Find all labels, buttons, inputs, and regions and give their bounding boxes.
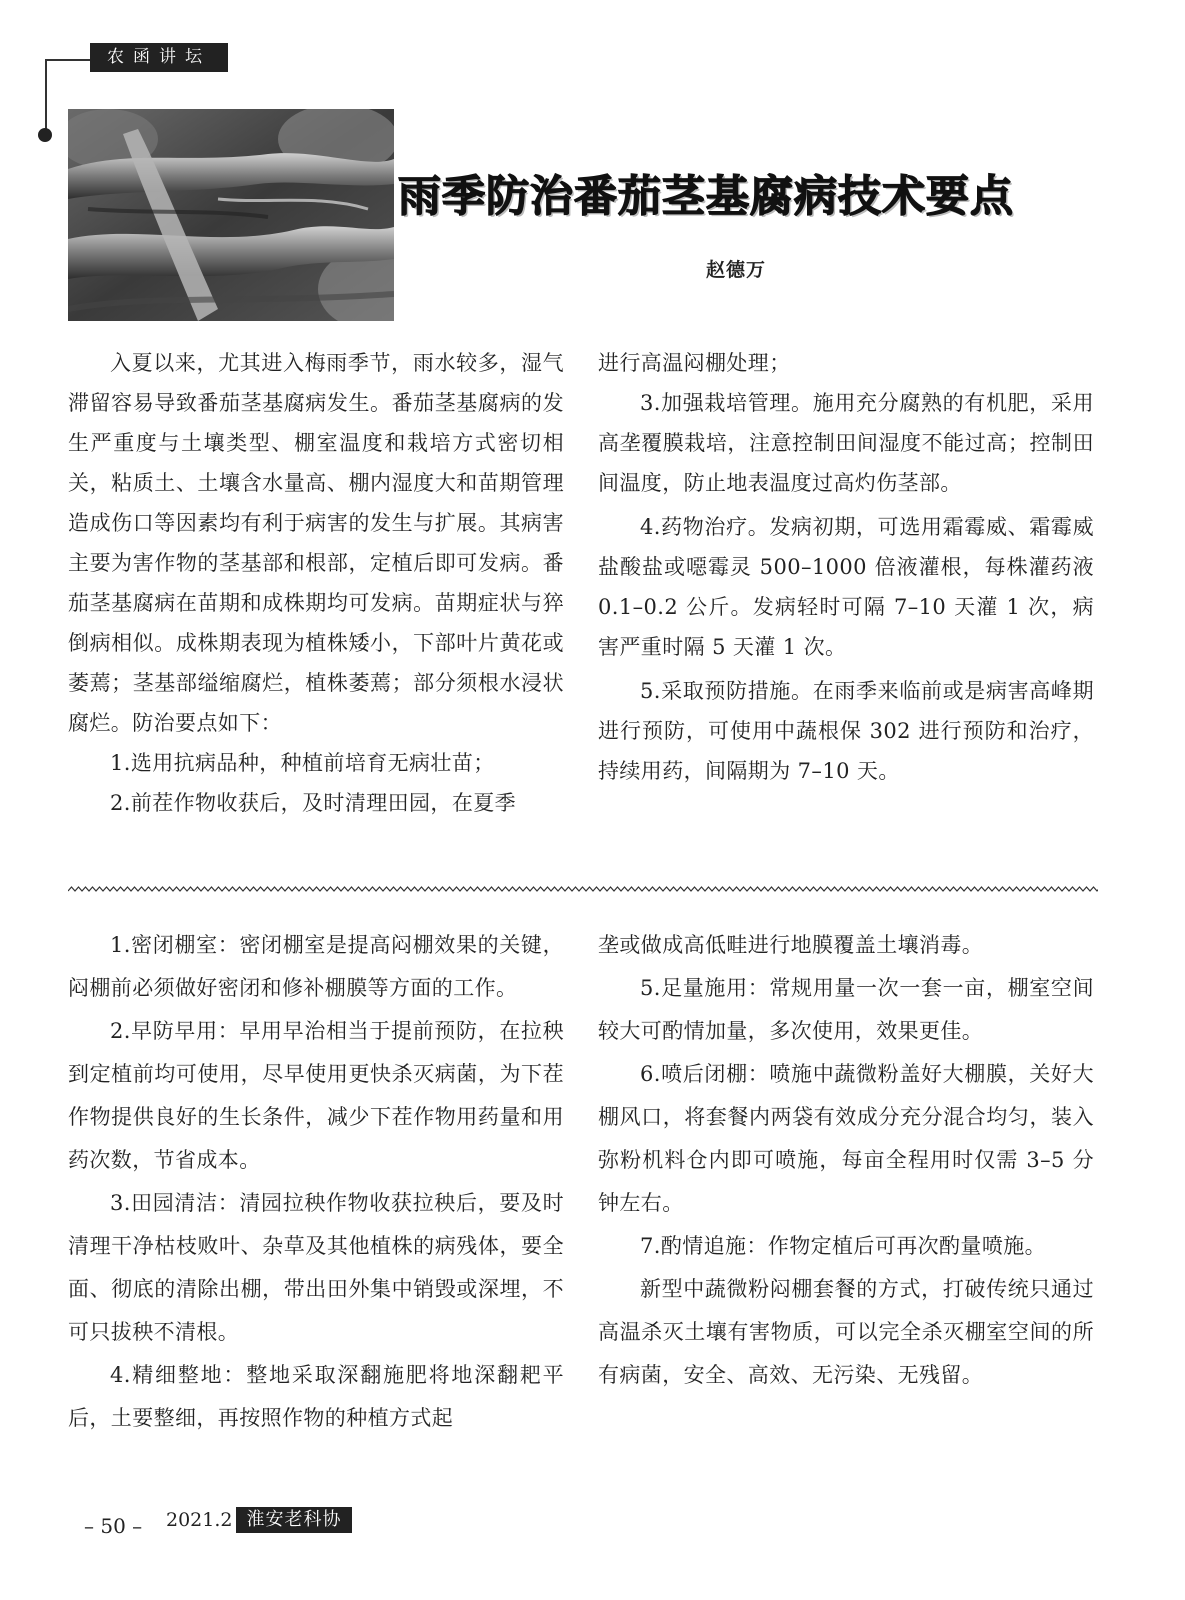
article-title: 雨季防治番茄茎基腐病技术要点 xyxy=(398,172,1014,222)
header-bracket xyxy=(45,59,47,136)
paragraph: 3.田园清洁：清园拉秧作物收获拉秧后，要及时清理干净枯枝败叶、杂草及其他植株的病残体，要全面、彻底的清除出棚，带出田外集中销毁或深埋，不可只拔秧不清根。 xyxy=(68,1191,564,1344)
paragraph: 进行高温闷棚处理； xyxy=(598,351,791,375)
wavy-divider xyxy=(68,882,1098,900)
column-label: 农函讲坛 xyxy=(90,43,228,72)
header-rule xyxy=(45,59,90,61)
paragraph: 7.酌情追施：作物定植后可再次酌量喷施。 xyxy=(640,1234,1047,1258)
paragraph: 4.药物治疗。发病初期，可选用霜霉威、霜霉威盐酸盐或噁霉灵 500–1000 倍液灌根，每株灌药液 0.1–0.2 公斤。发病轻时可隔 7–10 天灌 1 次，病害严重时隔 5 天灌 1 次。 xyxy=(598,515,1094,659)
paragraph: 6.喷后闭棚：喷施中蔬微粉盖好大棚膜，关好大棚风口，将套餐内两袋有效成分充分混合均匀，装入弥粉机料仓内即可喷施，每亩全程用时仅需 3–5 分钟左右。 xyxy=(598,1062,1094,1215)
article-author: 赵德万 xyxy=(706,259,767,281)
paragraph: 1.选用抗病品种，种植前培育无病壮苗； xyxy=(110,751,495,775)
article-column-left xyxy=(68,343,564,823)
tomato-stem-photo xyxy=(68,109,394,321)
paragraph: 5.采取预防措施。在雨季来临前或是病害高峰期进行预防，可使用中蔬根保 302 进行预防和治疗，持续用药，间隔期为 7–10 天。 xyxy=(598,679,1094,783)
journal-name: 淮安老科协 xyxy=(236,1507,352,1533)
paragraph: 2.前茬作物收获后，及时清理田园，在夏季 xyxy=(110,791,517,815)
issue-label: 2021.2 xyxy=(166,1509,233,1531)
paragraph: 2.早防早用：早用早治相当于提前预防，在拉秧到定植前均可使用，尽早使用更快杀灭病菌，为下茬作物提供良好的生长条件，减少下茬作物用药量和用药次数，节省成本。 xyxy=(68,1019,564,1172)
article-column-right xyxy=(598,343,1094,791)
lower-column-left xyxy=(68,924,564,1440)
page-number: – 50 – xyxy=(84,1514,143,1538)
paragraph: 4.精细整地：整地采取深翻施肥将地深翻耙平后，土要整细，再按照作物的种植方式起 xyxy=(68,1363,564,1430)
paragraph: 垄或做成高低畦进行地膜覆盖土壤消毒。 xyxy=(598,933,984,957)
lower-column-right xyxy=(598,924,1094,1397)
paragraph: 3.加强栽培管理。施用充分腐熟的有机肥，采用高垄覆膜栽培，注意控制田间湿度不能过高；控制田间温度，防止地表温度过高灼伤茎部。 xyxy=(598,391,1094,495)
paragraph: 1.密闭棚室：密闭棚室是提高闷棚效果的关键，闷棚前必须做好密闭和修补棚膜等方面的工作。 xyxy=(68,933,564,1000)
paragraph: 新型中蔬微粉闷棚套餐的方式，打破传统只通过高温杀灭土壤有害物质，可以完全杀灭棚室空间的所有病菌，安全、高效、无污染、无残留。 xyxy=(598,1277,1094,1387)
header-dot xyxy=(38,128,52,142)
paragraph: 入夏以来，尤其进入梅雨季节，雨水较多，湿气滞留容易导致番茄茎基腐病发生。番茄茎基腐病的发生严重度与土壤类型、棚室温度和栽培方式密切相关，粘质土、土壤含水量高、棚内湿度大和苗期管理造成伤口等因素均有利于病害的发生与扩展。其病害主要为害作物的茎基部和根部，定植后即可发病。番茄茎基腐病在苗期和成株期均可发病。苗期症状与猝倒病相似。成株期表现为植株矮小，下部叶片黄花或萎蔫；茎基部缢缩腐烂，植株萎蔫；部分须根水浸状腐烂。防治要点如下： xyxy=(68,351,564,735)
paragraph: 5.足量施用：常规用量一次一套一亩，棚室空间较大可酌情加量，多次使用，效果更佳。 xyxy=(598,976,1094,1043)
